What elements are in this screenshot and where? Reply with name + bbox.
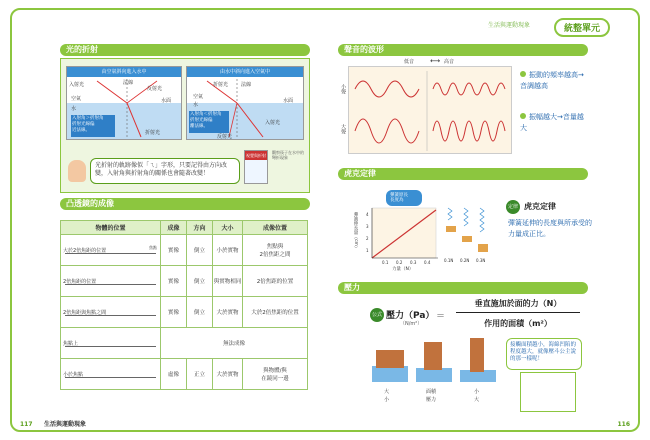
wave-point-2-text: 振幅越大→音量越大	[520, 113, 584, 132]
table-row	[61, 328, 308, 359]
area-small: 小	[474, 389, 480, 395]
ytick-3: 3	[366, 224, 369, 229]
sponge-diagram	[370, 338, 500, 404]
row-image: 實像	[161, 297, 187, 328]
section-title-waves: 聲音的波形	[338, 44, 588, 56]
law-text: 彈簧延伸的長度與所承受的力量成正比。	[508, 219, 592, 238]
xtick-1: 0.1	[382, 260, 389, 265]
wave-point-2	[520, 112, 590, 134]
footer-left-title: 生活與運動現象	[44, 421, 87, 428]
weight-1: 0.1N	[444, 258, 454, 263]
row-position: 焦點上	[63, 340, 79, 347]
header-subtitle: 生活與運動現象	[487, 22, 530, 29]
weight-2: 0.2N	[460, 258, 470, 263]
refraction-bubble: 光折射的軌跡像似「ㄟ」字形，只要記得由方向改變，入射角與折射角的關係也會隨著改變！	[90, 158, 240, 184]
label-incident-1: 入射光	[69, 82, 85, 88]
row-size: 與實物相同	[213, 266, 243, 297]
note-2: 入射角＜折射角 折射光線偏 離法線。	[189, 111, 229, 133]
hooke-xaxis: 力量（N）	[392, 267, 414, 272]
hooke-yaxis: 彈簧伸長量（cm）	[353, 212, 358, 251]
table-row	[61, 297, 308, 328]
xtick-3: 0.3	[410, 260, 417, 265]
table-row	[61, 235, 308, 266]
row-position: 2倍焦距與焦點之間	[63, 309, 107, 316]
row-where: 與物體/與 在鏡同一邊	[243, 359, 308, 390]
axis-small: 小聲	[340, 84, 346, 94]
glass-illustration	[244, 150, 268, 184]
label-reflect-1: 反射光	[147, 86, 163, 92]
footer-left-page: 117	[20, 421, 33, 428]
row-size: 大於實物	[213, 297, 243, 328]
row-position: 小於焦點	[63, 371, 84, 378]
diagram1-title: 由空氣斜向進入水中	[67, 67, 181, 77]
unit-tag: 統整單元	[554, 18, 610, 37]
focus-label: 焦點	[149, 245, 157, 250]
label-refract-2: 折射光	[213, 82, 229, 88]
side-label: 視覺與折射	[246, 153, 266, 158]
wave-diagram	[348, 66, 512, 154]
row-direction: 正立	[187, 359, 213, 390]
refraction-diagram-1	[66, 66, 182, 140]
row-merged: 無法成像	[161, 328, 308, 359]
pressure-small: 小	[384, 397, 390, 403]
xtick-2: 0.2	[396, 260, 403, 265]
th-image: 成像	[161, 221, 187, 235]
law-title: 虎克定律	[524, 202, 556, 211]
ytick-1: 1	[366, 248, 369, 253]
label-air-1: 空氣	[71, 96, 82, 102]
row-position: 2倍焦距的位置	[63, 278, 97, 285]
label-surface-2: 水面	[283, 98, 294, 104]
wave-point-1	[520, 70, 590, 92]
row-size: 大於實物	[213, 359, 243, 390]
label-surface-1: 水面	[161, 98, 172, 104]
table-row	[61, 266, 308, 297]
character-illustration-1	[68, 160, 86, 182]
arrow-icon: ⟷	[430, 57, 441, 65]
formula-denominator: 作用的面積（m²）	[484, 319, 552, 328]
diagram2-title: 由水中斜向進入空氣中	[187, 67, 303, 77]
section-title-lens: 凸透鏡的成像	[60, 198, 310, 210]
character-illustration-2	[520, 372, 576, 412]
wave-point-1-text: 振動的頻率越高→音調越高	[520, 71, 584, 90]
area-label: 面積	[426, 389, 437, 395]
formula-lhs: 壓力（Pa）	[386, 311, 435, 321]
row-size: 小於實物	[213, 235, 243, 266]
row-where: 焦點與 2倍焦距之間	[243, 235, 308, 266]
row-position: 大於2倍焦距的位置	[63, 247, 107, 254]
th-position: 物體的位置	[61, 221, 161, 235]
area-large: 大	[384, 389, 390, 395]
ytick-2: 2	[366, 236, 369, 241]
formula-lhs-unit: （N/m²）	[400, 321, 423, 327]
bullet-icon	[520, 113, 526, 119]
section-title-hooke: 虎克定律	[338, 168, 588, 180]
xtick-4: 0.4	[424, 260, 431, 265]
pressure-large: 大	[474, 397, 480, 403]
row-direction: 倒立	[187, 235, 213, 266]
label-water-2: 水	[193, 102, 199, 108]
row-image: 實像	[161, 266, 187, 297]
label-incident-2: 入射光	[265, 120, 281, 126]
label-normal-1: 法線	[123, 80, 134, 86]
formula-numerator: 垂直施加於面的力（N）	[474, 299, 562, 308]
label-normal-2: 法線	[241, 82, 252, 88]
ytick-4: 4	[366, 212, 369, 217]
bullet-icon	[520, 71, 526, 77]
hooke-chart	[352, 190, 502, 274]
note-1: 入射角＞折射角 折射光線偏 近法線。	[71, 115, 115, 137]
row-direction: 倒立	[187, 297, 213, 328]
th-image-position: 成像位置	[243, 221, 308, 235]
row-where: 2倍焦距的位置	[243, 266, 308, 297]
label-reflect-2: 反射光	[217, 134, 233, 140]
row-image: 實像	[161, 235, 187, 266]
axis-large: 大聲	[340, 124, 346, 134]
section-title-refraction: 光的折射	[60, 44, 310, 56]
law-badge: 定律	[506, 200, 520, 214]
pressure-note: 接觸面積越小，海綿凹陷的程度越大，就像壓斗公主說的那一樣呢！	[506, 338, 582, 370]
th-direction: 方向	[187, 221, 213, 235]
side-note: 觀察筷子在水中的彎折現象	[272, 150, 304, 160]
axis-high: 高音	[444, 59, 455, 65]
label-air-2: 空氣	[193, 94, 204, 100]
label-water-1: 水	[71, 106, 77, 112]
footer-right-page: 116	[617, 421, 630, 428]
lens-table	[60, 220, 308, 390]
hooke-bubble: 彈簧原長 長度為	[386, 190, 422, 206]
pressure-label: 壓力	[426, 397, 437, 403]
row-image: 虛像	[161, 359, 187, 390]
table-row	[61, 359, 308, 390]
row-direction: 倒立	[187, 266, 213, 297]
weight-3: 0.3N	[476, 258, 486, 263]
fraction-bar	[456, 312, 580, 313]
axis-low: 低音	[404, 59, 415, 65]
label-refract-1: 折射光	[145, 130, 161, 136]
row-where: 大於2倍焦距的位置	[243, 297, 308, 328]
wave-curves	[349, 67, 513, 155]
section-title-pressure: 壓力	[338, 282, 588, 294]
sponges-svg	[370, 338, 500, 386]
th-size: 大小	[213, 221, 243, 235]
formula-badge: 公式	[370, 308, 384, 322]
refraction-diagram-2	[186, 66, 304, 140]
